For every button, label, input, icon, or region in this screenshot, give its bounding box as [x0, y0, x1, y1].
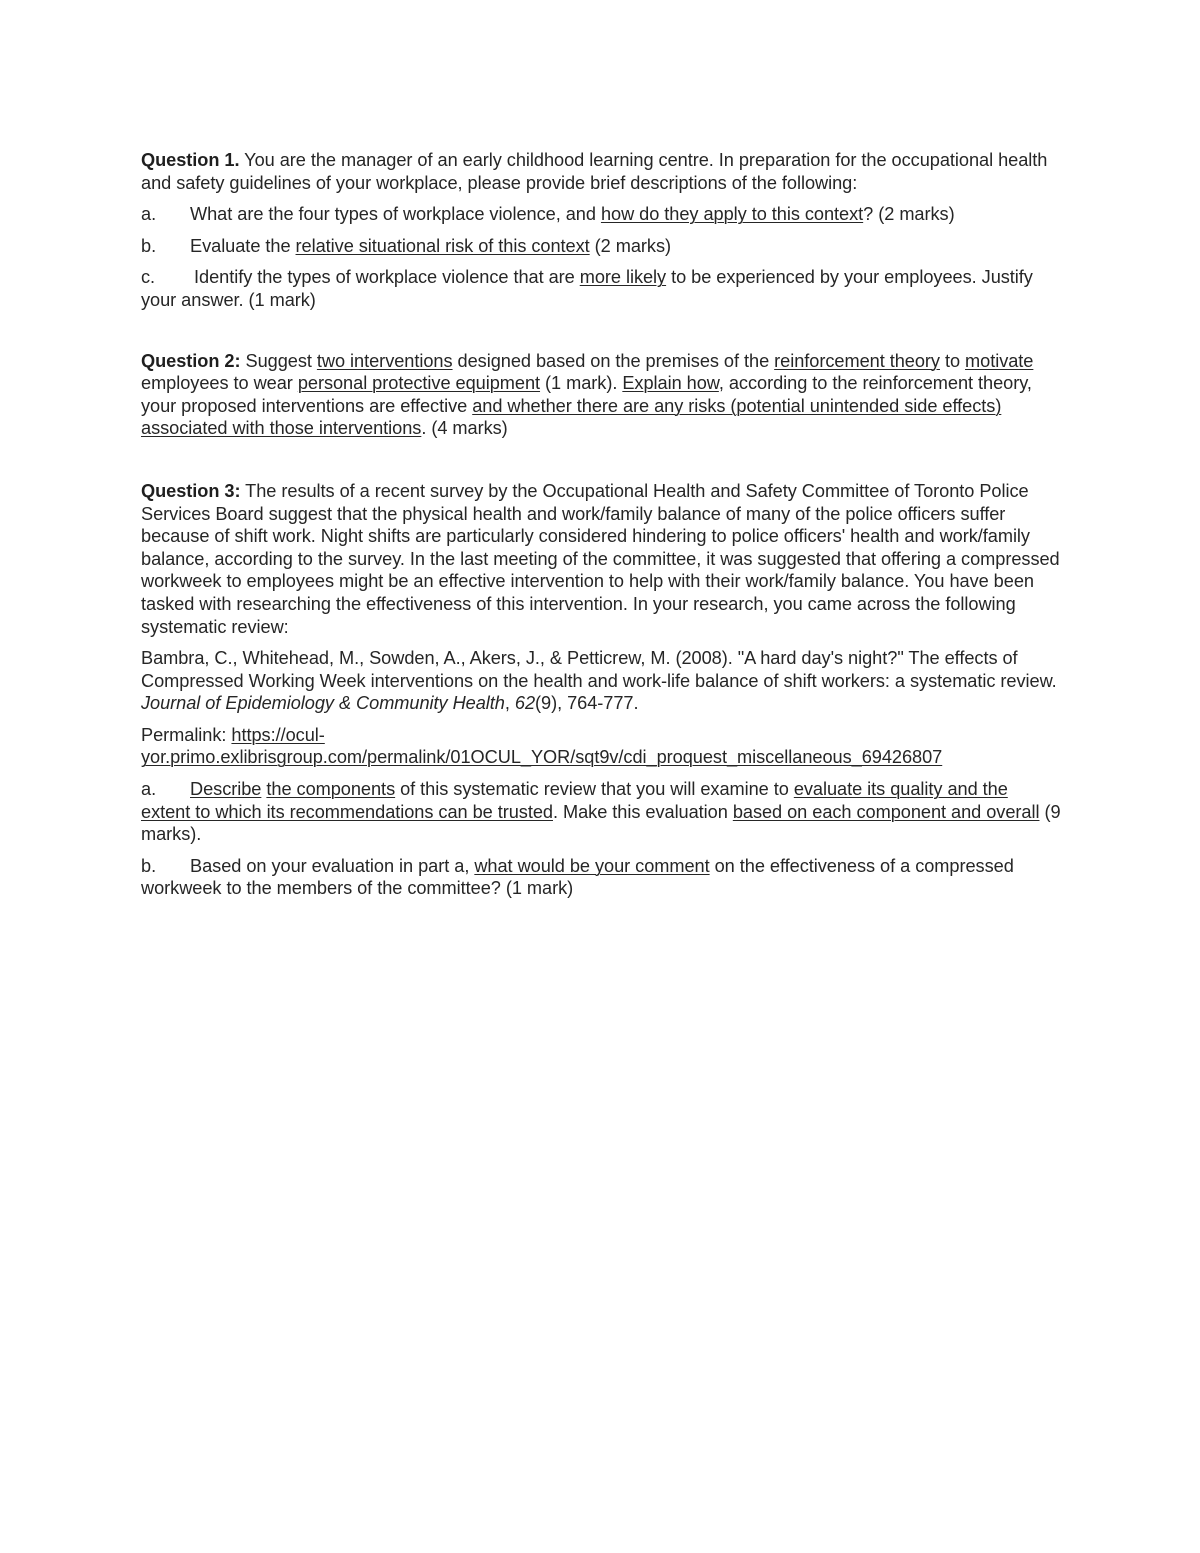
- q3a-marks: (9 marks).: [141, 801, 1061, 845]
- part-a-letter: a.: [141, 779, 157, 800]
- q2-text: (1 mark).: [540, 373, 623, 394]
- q3a-text: of this systematic review that you will examine to: [395, 779, 794, 800]
- permalink-link[interactable]: https://ocul-yor.primo.exlibrisgroup.com/permalink/01OCUL_YOR/sqt9v/cdi_proquest_miscellaneous_69426807: [141, 724, 943, 768]
- q2-text: designed based on the premises of the: [452, 350, 775, 371]
- q2-text: Suggest: [240, 350, 317, 371]
- part-b-text: Evaluate the: [190, 235, 296, 256]
- q2-text: , according to the reinforcement theory, your proposed interventions are effective: [141, 373, 1032, 416]
- part-a-underlined: how do they apply to this context: [600, 204, 864, 225]
- q2-text: employees to wear: [141, 373, 298, 394]
- q3a-underlined: the components: [266, 779, 396, 800]
- citation-pages: (9), 764-777.: [535, 693, 639, 714]
- q2-underlined: Explain how: [622, 373, 719, 394]
- part-a-marks: ? (2 marks): [863, 204, 955, 225]
- q3a-underlined: Describe: [190, 779, 262, 800]
- q2-marks: . (4 marks): [421, 418, 508, 439]
- q3b-underlined: what would be your comment: [474, 855, 710, 876]
- question-2-heading: Question 2:: [141, 350, 241, 371]
- permalink-label: Permalink:: [141, 724, 232, 745]
- question-1-part-c: [141, 266, 1061, 311]
- q2-underlined: two interventions: [316, 350, 453, 371]
- part-a-letter: a.: [141, 204, 157, 225]
- question-1-heading: Question 1.: [141, 150, 240, 170]
- question-3-part-a: [141, 778, 1061, 846]
- part-c-text: Identify the types of workplace violence that are: [194, 267, 580, 288]
- question-1-part-a: [141, 203, 1061, 226]
- q2-underlined: motivate: [965, 350, 1034, 371]
- part-c-letter: c.: [141, 267, 156, 288]
- citation-journal: Journal of Epidemiology & Community Health: [141, 693, 505, 714]
- part-b-underlined: relative situational risk of this context: [295, 235, 590, 256]
- citation: [141, 647, 1061, 715]
- q3b-marks: on the effectiveness of a compressed workweek to the members of the committee? (1 mark): [141, 855, 1014, 899]
- question-3-part-b: [141, 855, 1061, 900]
- permalink-paragraph: [141, 724, 1061, 769]
- question-3-intro-text: The results of a recent survey by the Occupational Health and Safety Committee of Toronto Police Services Board suggest that the physical health and work/family balance of many of the police officers suffer because of shift work. Night shifts are particularly considered hindering to police officers' health and work/family balance, according to the survey. In the last meeting of the committee, it was suggested that offering a compressed workweek to employees might be an effective intervention to help with their work/family balance. You have been tasked with researching the effectiveness of this intervention. In your research, you came across the following systematic review:: [141, 480, 1060, 637]
- q2-underlined: personal protective equipment: [297, 373, 541, 394]
- part-c-underlined: more likely: [579, 267, 667, 288]
- q3a-underlined: evaluate its quality and the extent to which its recommendations can be trusted: [141, 779, 1008, 822]
- part-a-text: What are the four types of workplace violence, and: [190, 204, 601, 225]
- question-3-intro: [141, 480, 1061, 638]
- question-2-paragraph: [141, 350, 1061, 440]
- part-b-letter: b.: [141, 855, 157, 876]
- question-1-intro: [141, 149, 1061, 194]
- q2-underlined: and whether there are any risks (potential unintended side effects) associated with those interventions: [141, 395, 1002, 439]
- q2-underlined: reinforcement theory: [774, 350, 940, 371]
- citation-volume: 62: [514, 693, 536, 714]
- document-body: [141, 149, 1061, 909]
- question-1-intro-text: You are the manager of an early childhood learning centre. In preparation for the occupational health and safety guidelines of your workplace, please provide brief descriptions of the following:: [141, 150, 1048, 193]
- q2-text: to: [939, 350, 966, 371]
- citation-authors: Bambra, C., Whitehead, M., Sowden, A., Akers, J., & Petticrew, M. (2008). "A hard day's night?" The effects of Compressed Working Week interventions on the health and work-life balance of shift workers: a systematic review.: [141, 648, 1057, 691]
- q3a-text: . Make this evaluation: [553, 801, 733, 822]
- question-3-heading: Question 3:: [141, 480, 241, 501]
- question-1-part-b: [141, 235, 1061, 258]
- citation-separator: ,: [504, 693, 515, 714]
- q3b-text: Based on your evaluation in part a,: [190, 855, 475, 876]
- part-b-letter: b.: [141, 235, 157, 256]
- part-c-marks: to be experienced by your employees. Justify your answer. (1 mark): [141, 267, 1033, 310]
- q3a-underlined: based on each component and overall: [732, 801, 1040, 822]
- part-b-marks: (2 marks): [589, 235, 672, 256]
